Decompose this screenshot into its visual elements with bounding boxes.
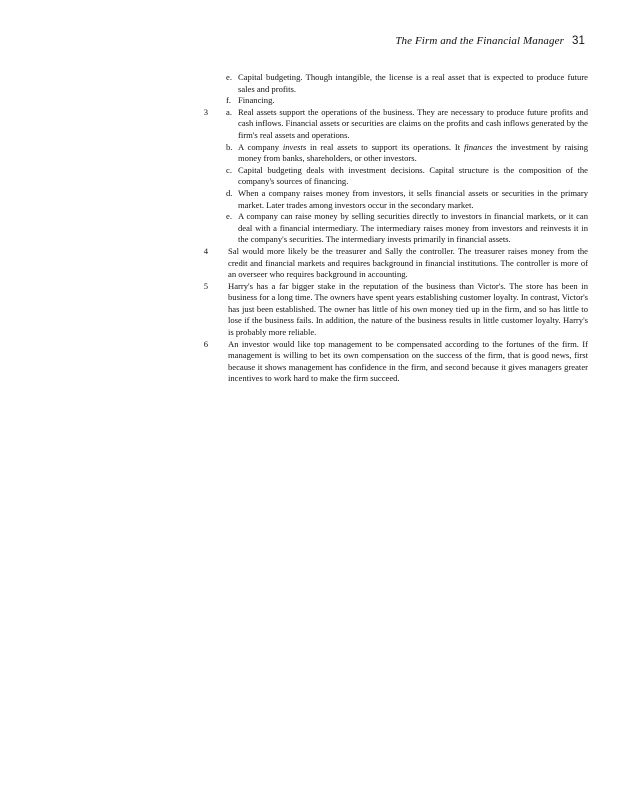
item-text: Harry's has a far bigger stake in the reputation of the business than Victor's. The store has been in business for a long time. The owners have spent years establishing customer loyalty. In contrast, Victor's has just been established. The owner has little of his own money tied up in the firm, and so has little to lose if the business fails. In addition, the nature of the business results in little customer loyalty. Harry's is probably more reliable. bbox=[228, 280, 588, 338]
answer-2e bbox=[196, 72, 588, 95]
answer-5 bbox=[196, 281, 588, 339]
chapter-title: The Firm and the Financial Manager bbox=[395, 35, 564, 47]
item-text: Financing. bbox=[238, 95, 275, 106]
answer-2f bbox=[196, 95, 588, 107]
answer-3c bbox=[196, 165, 588, 188]
answer-6 bbox=[196, 339, 588, 385]
item-letter: e. bbox=[226, 72, 232, 82]
answer-3d bbox=[196, 188, 588, 211]
answer-3a bbox=[196, 107, 588, 142]
item-text: Sal would more likely be the treasurer and Sally the controller. The treasurer raises money from the credit and financial markets and requires background in financial institutions. The controller is more of an overseer who requires background in accounting. bbox=[228, 245, 588, 280]
answer-list bbox=[196, 72, 588, 385]
question-number: 3 bbox=[203, 106, 208, 117]
running-header bbox=[395, 35, 585, 47]
page-number: 31 bbox=[572, 35, 585, 47]
item-text: A company can raise money by selling securities directly to investors in financial markets, or it can deal with a financial intermediary. The intermediary raises money from investors and reinvests it in the company's securities. The intermediary invests primarily in financial assets. bbox=[238, 211, 588, 245]
item-text: A company invests in real assets to support its operations. It finances the investment by raising money from banks, shareholders, or other investors. bbox=[238, 141, 589, 164]
question-number: 6 bbox=[203, 338, 208, 349]
emphasis-invests: invests bbox=[282, 141, 307, 152]
item-letter: d. bbox=[226, 187, 233, 198]
item-text: When a company raises money from investors, it sells financial assets or securities in the primary market. Later trades among investors occur in the secondary market. bbox=[238, 187, 588, 210]
question-number: 4 bbox=[203, 245, 208, 256]
emphasis-finances: finances bbox=[463, 141, 493, 152]
item-text: An investor would like top management to be compensated according to the fortunes of the firm. If management is willing to bet its own compensation on the success of the firm, that is good news, first because it shows management has confidence in the firm, and second because it gives managers greater incentives to work hard to make the firm succeed. bbox=[228, 338, 588, 384]
question-number: 5 bbox=[203, 280, 208, 291]
item-text: Real assets support the operations of the business. They are necessary to produce future profits and cash inflows. Financial assets or securities are claims on the profits and cash inflows generated by the firm's real assets and operations. bbox=[238, 106, 588, 140]
item-text: Capital budgeting deals with investment decisions. Capital structure is the composition of the company's sources of financing. bbox=[238, 164, 588, 187]
answer-3b bbox=[196, 142, 588, 165]
item-letter: b. bbox=[226, 141, 233, 152]
answer-4 bbox=[196, 246, 588, 281]
item-letter: c. bbox=[226, 164, 232, 175]
item-letter: f. bbox=[226, 95, 232, 106]
answer-3e bbox=[196, 211, 588, 246]
item-text: Capital budgeting. Though intangible, the license is a real asset that is expected to produce future sales and profits. bbox=[238, 72, 588, 94]
item-letter: e. bbox=[226, 211, 232, 222]
item-letter: a. bbox=[226, 106, 232, 117]
